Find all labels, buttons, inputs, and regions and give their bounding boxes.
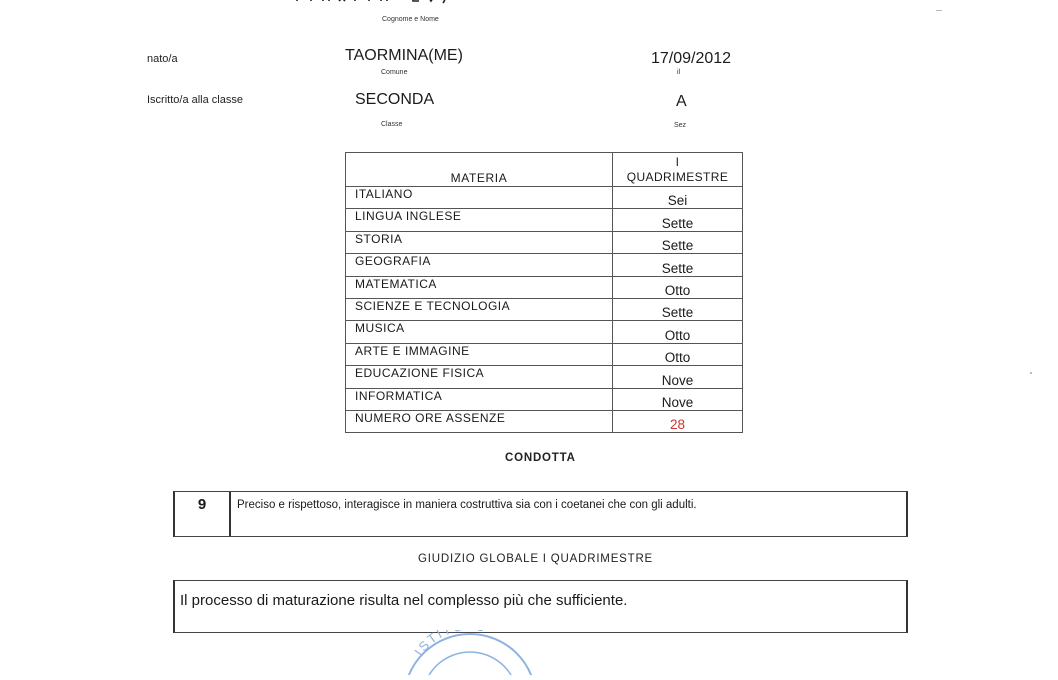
iscritto-label: Iscritto/a alla classe [147,94,243,106]
grades-table [345,152,743,433]
table-row [346,209,743,231]
school-stamp [400,630,540,680]
il-label: il [677,69,681,76]
comune-value: TAORMINA(ME) [345,47,463,64]
table-row [346,343,743,365]
subject-cell: STORIA [346,231,613,253]
subject-cell: MUSICA [346,321,613,343]
subject-cell: GEOGRAFIA [346,254,613,276]
subject-cell: EDUCAZIONE FISICA [346,366,613,388]
grade-cell: Sette [613,209,743,231]
condotta-title: CONDOTTA [505,452,576,464]
table-row [346,187,743,209]
classe-value: SECONDA [355,91,435,108]
subject-cell: SCIENZE E TECNOLOGIA [346,298,613,320]
grade-cell: Sei [613,187,743,209]
grade-cell: Sette [613,298,743,320]
giudizio-box [173,580,908,633]
table-row [346,366,743,388]
grade-cell: Otto [613,276,743,298]
stamp-seal-icon [400,630,540,675]
student-name-cut-off [293,0,463,14]
table-row [346,231,743,253]
giudizio-text: Il processo di maturazione risulta nel complesso più che sufficiente. [180,592,628,609]
table-row [346,321,743,343]
subject-cell: LINGUA INGLESE [346,209,613,231]
grade-cell: Otto [613,343,743,365]
sez-value: A [676,93,687,110]
grade-cell: Otto [613,321,743,343]
column-header-materia: MATERIA [346,153,613,187]
cognome-label: Cognome e Nome [382,16,439,23]
table-row [346,276,743,298]
condotta-box [173,491,908,537]
absences-label-cell: NUMERO ORE ASSENZE [346,410,613,432]
birth-date-value: 17/09/2012 [651,50,732,67]
redacted-name-fragment-icon [293,0,463,9]
absences-value-cell: 28 [613,410,743,432]
subject-cell: MATEMATICA [346,276,613,298]
condotta-text: Preciso e rispettoso, interagisce in maniera costruttiva sia con i coetanei che con gli adulti. [237,499,697,511]
subject-cell: ARTE E IMMAGINE [346,343,613,365]
table-header-row [346,153,743,187]
subject-cell: INFORMATICA [346,388,613,410]
subject-cell: ITALIANO [346,187,613,209]
table-row [346,298,743,320]
grade-cell: Nove [613,366,743,388]
grade-cell: Nove [613,388,743,410]
quadrimestre-roman-numeral: I [675,155,680,169]
column-header-quadrimestre [613,153,743,187]
table-row [346,410,743,432]
quadrimestre-label: QUADRIMESTRE [626,170,729,184]
grade-cell: Sette [613,231,743,253]
condotta-score: 9 [175,492,231,536]
table-row [346,254,743,276]
grade-cell: Sette [613,254,743,276]
comune-label: Comune [381,69,408,76]
scan-speck [936,10,942,11]
table-row [346,388,743,410]
nato-label: nato/a [147,53,178,65]
stamp-text: ISTI [411,630,446,659]
scan-speck [1030,372,1032,374]
giudizio-title: GIUDIZIO GLOBALE I QUADRIMESTRE [418,553,654,565]
sez-label: Sez [674,122,687,129]
classe-label: Classe [381,121,403,128]
